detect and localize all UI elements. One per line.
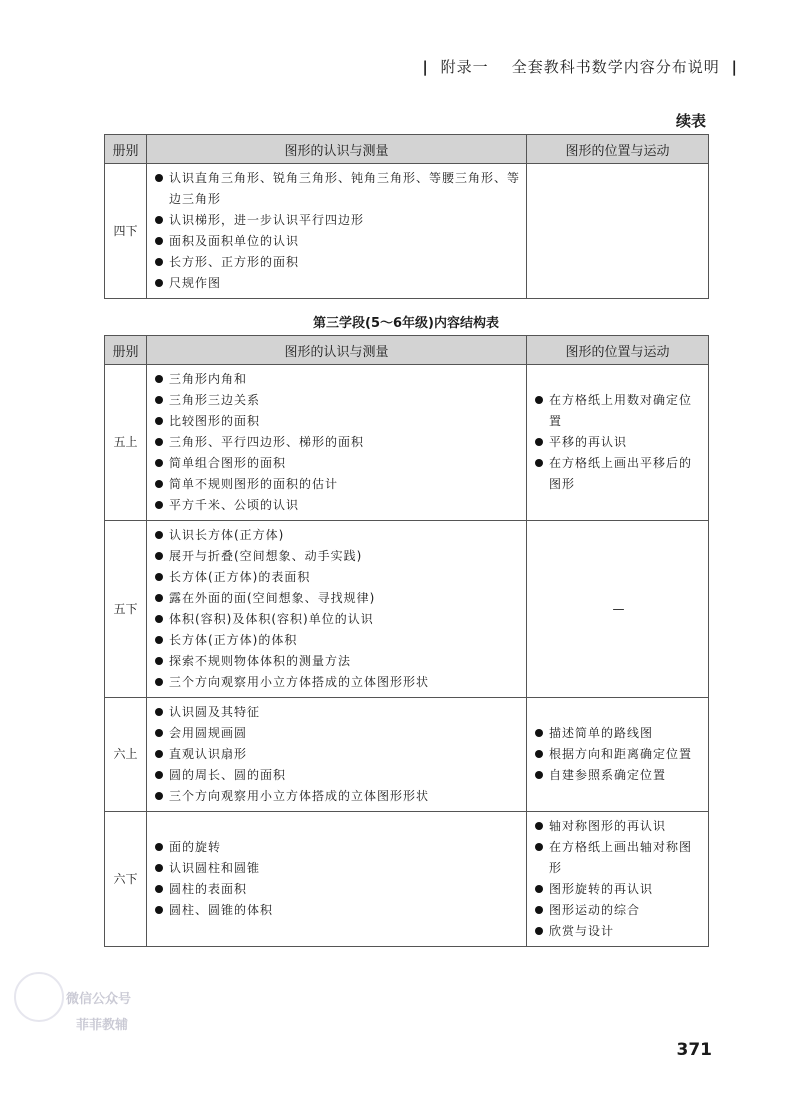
list-item: 在方格纸上画出轴对称图形 — [535, 837, 702, 879]
bullet-icon — [155, 216, 163, 224]
bullet-icon — [155, 174, 163, 182]
table-row — [105, 365, 709, 521]
col-header-position: 图形的位置与运动 — [527, 135, 709, 164]
bullet-icon — [535, 906, 543, 914]
bullet-icon — [535, 750, 543, 758]
list-item: 简单组合图形的面积 — [155, 453, 520, 474]
position-cell — [527, 812, 709, 947]
content-structure-table — [104, 335, 709, 947]
bullet-icon — [535, 885, 543, 893]
list-item: 圆柱、圆锥的体积 — [155, 900, 520, 921]
bullet-icon — [155, 729, 163, 737]
bullet-icon — [155, 792, 163, 800]
position-cell — [527, 164, 709, 299]
watermark-line-2: 菲菲教辅 — [76, 1018, 129, 1033]
volume-cell: 四下 — [105, 164, 147, 299]
volume-cell: 六上 — [105, 698, 147, 812]
bullet-icon — [155, 771, 163, 779]
bullet-icon — [155, 459, 163, 467]
bullet-icon — [535, 729, 543, 737]
bullet-icon — [155, 279, 163, 287]
bullet-icon — [155, 501, 163, 509]
list-item: 直观认识扇形 — [155, 744, 520, 765]
list-item: 轴对称图形的再认识 — [535, 816, 702, 837]
bullet-icon — [535, 927, 543, 935]
bullet-icon — [155, 843, 163, 851]
appendix-title: 全套教科书数学内容分布说明 — [511, 58, 720, 76]
table-row — [105, 698, 709, 812]
list-item: 三个方向观察用小立方体搭成的立体图形形状 — [155, 672, 520, 693]
list-item: 简单不规则图形的面积的估计 — [155, 474, 520, 495]
table-row — [105, 812, 709, 947]
bullet-icon — [535, 771, 543, 779]
list-item: 三角形内角和 — [155, 369, 520, 390]
list-item: 长方体(正方体)的体积 — [155, 630, 520, 651]
list-item: 面积及面积单位的认识 — [155, 231, 520, 252]
continued-label: 续表 — [675, 112, 706, 130]
separator: | — [731, 58, 738, 76]
bullet-icon — [155, 552, 163, 560]
list-item: 三个方向观察用小立方体搭成的立体图形形状 — [155, 786, 520, 807]
list-item: 圆的周长、圆的面积 — [155, 765, 520, 786]
col-header-volume: 册别 — [105, 336, 147, 365]
list-item: 图形旋转的再认识 — [535, 879, 702, 900]
bullet-icon — [155, 636, 163, 644]
bullet-icon — [155, 750, 163, 758]
list-item: 认识直角三角形、锐角三角形、钝角三角形、等腰三角形、等边三角形 — [155, 168, 520, 210]
list-item: 长方体(正方体)的表面积 — [155, 567, 520, 588]
bullet-icon — [155, 594, 163, 602]
col-header-shapes: 图形的认识与测量 — [147, 336, 527, 365]
list-item: 根据方向和距离确定位置 — [535, 744, 702, 765]
bullet-icon — [155, 417, 163, 425]
watermark-line-1: 微信公众号 — [66, 992, 132, 1007]
bullet-icon — [155, 375, 163, 383]
bullet-icon — [155, 864, 163, 872]
volume-cell: 五下 — [105, 521, 147, 698]
list-item: 尺规作图 — [155, 273, 520, 294]
list-item: 自建参照系确定位置 — [535, 765, 702, 786]
bullet-icon — [155, 885, 163, 893]
volume-cell: 六下 — [105, 812, 147, 947]
watermark-logo-icon — [14, 972, 64, 1022]
bullet-icon — [155, 396, 163, 404]
shapes-cell — [147, 521, 527, 698]
table-continued — [104, 134, 709, 299]
list-item: 比较图形的面积 — [155, 411, 520, 432]
list-item: 平方千米、公顷的认识 — [155, 495, 520, 516]
volume-cell: 五上 — [105, 365, 147, 521]
table-row — [105, 164, 709, 299]
separator: | — [422, 58, 429, 76]
col-header-position: 图形的位置与运动 — [527, 336, 709, 365]
list-item: 在方格纸上画出平移后的图形 — [535, 453, 702, 495]
bullet-icon — [535, 822, 543, 830]
list-item: 圆柱的表面积 — [155, 879, 520, 900]
bullet-icon — [155, 615, 163, 623]
list-item: 认识梯形，进一步认识平行四边形 — [155, 210, 520, 231]
bullet-icon — [535, 438, 543, 446]
table-title: 第三学段(5～6年级)内容结构表 — [313, 316, 499, 331]
appendix-label: 附录一 — [440, 58, 489, 76]
list-item: 图形运动的综合 — [535, 900, 702, 921]
bullet-icon — [155, 657, 163, 665]
page-number: 371 — [676, 1040, 712, 1060]
list-item: 面的旋转 — [155, 837, 520, 858]
bullet-icon — [155, 480, 163, 488]
shapes-cell — [147, 164, 527, 299]
col-header-shapes: 图形的认识与测量 — [147, 135, 527, 164]
list-item: 探索不规则物体体积的测量方法 — [155, 651, 520, 672]
bullet-icon — [155, 708, 163, 716]
shapes-cell — [147, 812, 527, 947]
list-item: 展开与折叠(空间想象、动手实践) — [155, 546, 520, 567]
list-item: 描述简单的路线图 — [535, 723, 702, 744]
position-cell — [527, 698, 709, 812]
table-header-row — [105, 135, 709, 164]
list-item: 三角形三边关系 — [155, 390, 520, 411]
list-item: 认识长方体(正方体) — [155, 525, 520, 546]
list-item: 认识圆及其特征 — [155, 702, 520, 723]
list-item: 认识圆柱和圆锥 — [155, 858, 520, 879]
position-cell — [527, 365, 709, 521]
bullet-icon — [155, 237, 163, 245]
list-item: 欣赏与设计 — [535, 921, 702, 942]
bullet-icon — [535, 459, 543, 467]
bullet-icon — [535, 396, 543, 404]
bullet-icon — [155, 438, 163, 446]
bullet-icon — [155, 573, 163, 581]
list-item: 会用圆规画圆 — [155, 723, 520, 744]
bullet-icon — [155, 258, 163, 266]
table-row — [105, 521, 709, 698]
list-item: 长方形、正方形的面积 — [155, 252, 520, 273]
bullet-icon — [155, 678, 163, 686]
bullet-icon — [535, 843, 543, 851]
running-head — [416, 56, 744, 77]
bullet-icon — [155, 531, 163, 539]
list-item: 在方格纸上用数对确定位置 — [535, 390, 702, 432]
table-header-row — [105, 336, 709, 365]
shapes-cell — [147, 698, 527, 812]
list-item: 体积(容积)及体积(容积)单位的认识 — [155, 609, 520, 630]
col-header-volume: 册别 — [105, 135, 147, 164]
list-item: 三角形、平行四边形、梯形的面积 — [155, 432, 520, 453]
list-item: 露在外面的面(空间想象、寻找规律) — [155, 588, 520, 609]
bullet-icon — [155, 906, 163, 914]
list-item: 平移的再认识 — [535, 432, 702, 453]
position-cell-empty: — — [527, 521, 709, 698]
watermark — [14, 968, 154, 1050]
shapes-cell — [147, 365, 527, 521]
